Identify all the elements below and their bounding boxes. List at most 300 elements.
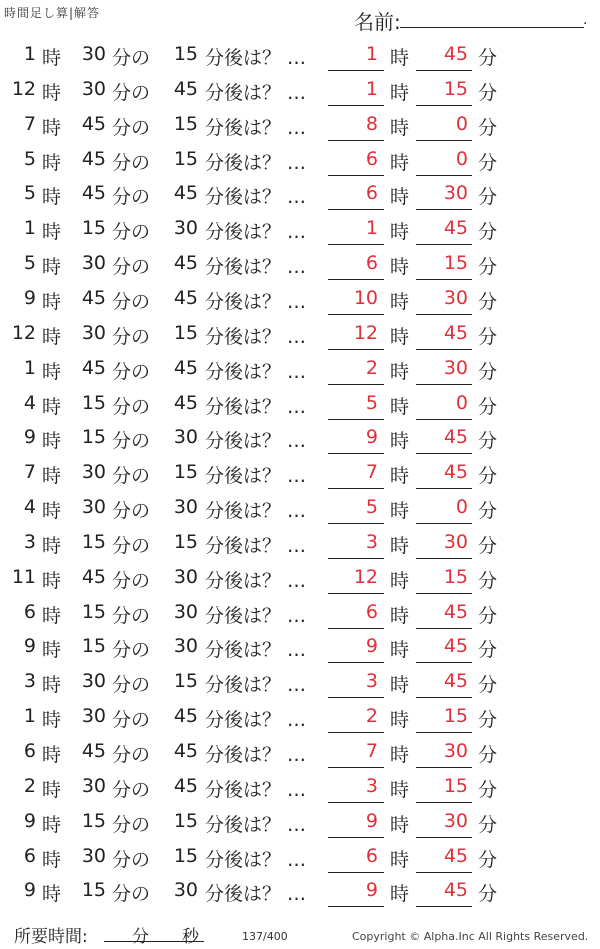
answer-hour: 9: [365, 426, 378, 449]
after-question-label: 分後は？ …: [205, 465, 307, 488]
answer-hour-underline: [328, 453, 384, 454]
problem-row: [0, 770, 600, 805]
hour-label: 時: [42, 674, 62, 697]
answer-hour: 5: [365, 391, 378, 414]
start-minute: 30: [81, 77, 106, 100]
problem-row: [0, 73, 600, 108]
hour-label: 時: [42, 848, 62, 871]
problem-row: [0, 630, 600, 665]
answer-minute-underline: [416, 872, 472, 873]
hour-label: 時: [42, 534, 62, 557]
answer-minute-underline: [416, 802, 472, 803]
problem-row: [0, 596, 600, 631]
answer-hour-underline: [328, 732, 384, 733]
start-hour: 1: [23, 217, 36, 240]
answer-minute: 45: [443, 426, 468, 449]
answer-hour-underline: [328, 140, 384, 141]
added-minutes: 15: [173, 670, 198, 693]
start-minute: 30: [81, 321, 106, 344]
after-question-label: 分後は？ …: [205, 47, 307, 69]
start-minute: 30: [81, 670, 106, 693]
answer-hour-underline: [328, 314, 384, 315]
problem-row: [0, 177, 600, 212]
minute-of-label: 分の: [112, 360, 151, 383]
added-minutes: 45: [173, 356, 198, 379]
answer-minute-label: 分: [478, 186, 498, 209]
answer-hour-label: 時: [390, 81, 410, 104]
after-question-label: 分後は？ …: [205, 813, 307, 836]
answer-hour: 2: [365, 356, 378, 379]
hour-label: 時: [42, 290, 62, 313]
problem-row: [0, 840, 600, 875]
after-question-label: 分後は？ …: [205, 256, 307, 279]
problem-row: [0, 735, 600, 770]
answer-hour-label: 時: [390, 256, 410, 279]
answer-hour-underline: [328, 523, 384, 524]
answer-hour: 9: [365, 879, 378, 902]
answer-minute: 45: [443, 670, 468, 693]
answer-hour-underline: [328, 209, 384, 210]
answer-minute-label: 分: [478, 848, 498, 871]
answer-minute-underline: [416, 349, 472, 350]
start-hour: 9: [23, 635, 36, 658]
start-minute: 15: [81, 809, 106, 832]
added-minutes: 30: [173, 426, 198, 449]
minute-of-label: 分の: [112, 256, 151, 279]
hour-label: 時: [42, 639, 62, 662]
problem-row: [0, 387, 600, 422]
answer-hour: 9: [365, 635, 378, 658]
minute-of-label: 分の: [112, 186, 151, 209]
answer-minute: 15: [443, 252, 468, 275]
answer-hour-underline: [328, 279, 384, 280]
hour-label: 時: [42, 325, 62, 348]
answer-hour: 2: [365, 705, 378, 728]
start-hour: 7: [23, 461, 36, 484]
start-minute: 30: [81, 774, 106, 797]
answer-minute-label: 分: [478, 778, 498, 801]
start-hour: 5: [23, 252, 36, 275]
answer-minute-label: 分: [478, 604, 498, 627]
minute-of-label: 分の: [112, 848, 151, 871]
answer-hour-underline: [328, 593, 384, 594]
answer-minute-underline: [416, 697, 472, 698]
answer-minute-label: 分: [478, 709, 498, 732]
answer-minute-label: 分: [478, 290, 498, 313]
minute-of-label: 分の: [112, 778, 151, 801]
answer-minute: 0: [455, 496, 468, 519]
answer-hour-underline: [328, 906, 384, 907]
answer-minute-underline: [416, 488, 472, 489]
answer-hour-underline: [328, 419, 384, 420]
added-minutes: 30: [173, 217, 198, 240]
answer-hour-label: 時: [390, 221, 410, 244]
hour-label: 時: [42, 116, 62, 139]
added-minutes: 45: [173, 391, 198, 414]
answer-minute: 15: [443, 565, 468, 588]
added-minutes: 30: [173, 565, 198, 588]
answer-hour: 1: [365, 43, 378, 65]
start-hour: 11: [11, 565, 36, 588]
answer-hour-label: 時: [390, 151, 410, 174]
answer-minute: 15: [443, 774, 468, 797]
added-minutes: 45: [173, 774, 198, 797]
problem-row: [0, 282, 600, 317]
minute-of-label: 分の: [112, 534, 151, 557]
after-question-label: 分後は？ …: [205, 290, 307, 313]
after-question-label: 分後は？ …: [205, 709, 307, 732]
name-label: 名前:: [354, 10, 401, 34]
hour-label: 時: [42, 709, 62, 732]
answer-minute: 45: [443, 844, 468, 867]
added-minutes: 45: [173, 740, 198, 762]
answer-minute-underline: [416, 628, 472, 629]
hour-label: 時: [42, 465, 62, 488]
after-question-label: 分後は？ …: [205, 430, 307, 453]
after-question-label: 分後は？ …: [205, 674, 307, 697]
start-hour: 6: [23, 844, 36, 867]
answer-minute-label: 分: [478, 430, 498, 453]
answer-minute: 45: [443, 321, 468, 344]
hour-label: 時: [42, 151, 62, 174]
answer-minute: 0: [455, 391, 468, 414]
problem-row: [0, 421, 600, 456]
answer-minute-underline: [416, 70, 472, 71]
answer-minute-label: 分: [478, 813, 498, 836]
name-end-mark: .: [583, 12, 588, 28]
answer-minute-underline: [416, 593, 472, 594]
answer-minute-underline: [416, 140, 472, 141]
added-minutes: 45: [173, 77, 198, 100]
answer-minute: 15: [443, 77, 468, 100]
problem-row: [0, 247, 600, 282]
name-underline: [400, 27, 584, 28]
answer-hour-underline: [328, 767, 384, 768]
answer-hour: 10: [353, 286, 378, 309]
minute-of-label: 分の: [112, 709, 151, 732]
minute-of-label: 分の: [112, 430, 151, 453]
minute-of-label: 分の: [112, 500, 151, 523]
added-minutes: 30: [173, 496, 198, 519]
answer-hour-label: 時: [390, 360, 410, 383]
added-minutes: 15: [173, 809, 198, 832]
answer-minute-underline: [416, 279, 472, 280]
answer-hour-label: 時: [390, 430, 410, 453]
answer-hour-underline: [328, 384, 384, 385]
start-hour: 1: [23, 356, 36, 379]
start-hour: 3: [23, 670, 36, 693]
time-second-label: 秒: [182, 927, 199, 947]
answer-hour: 1: [365, 77, 378, 100]
after-question-label: 分後は？ …: [205, 639, 307, 662]
problem-row: [0, 38, 600, 73]
answer-minute-label: 分: [478, 256, 498, 279]
start-hour: 5: [23, 182, 36, 205]
answer-minute: 45: [443, 635, 468, 658]
answer-hour-label: 時: [390, 500, 410, 523]
hour-label: 時: [42, 256, 62, 279]
start-minute: 45: [81, 565, 106, 588]
start-minute: 15: [81, 635, 106, 658]
minute-of-label: 分の: [112, 221, 151, 244]
after-question-label: 分後は？ …: [205, 744, 307, 766]
after-question-label: 分後は？ …: [205, 360, 307, 383]
answer-minute-label: 分: [478, 569, 498, 592]
answer-hour: 6: [365, 844, 378, 867]
after-question-label: 分後は？ …: [205, 151, 307, 174]
answer-hour-label: 時: [390, 186, 410, 209]
answer-minute-underline: [416, 209, 472, 210]
added-minutes: 15: [173, 147, 198, 170]
start-hour: 6: [23, 740, 36, 762]
hour-label: 時: [42, 221, 62, 244]
answer-hour: 6: [365, 182, 378, 205]
minute-of-label: 分の: [112, 47, 151, 69]
answer-hour: 6: [365, 252, 378, 275]
answer-hour-underline: [328, 70, 384, 71]
answer-minute: 45: [443, 879, 468, 902]
answer-hour-label: 時: [390, 639, 410, 662]
hour-label: 時: [42, 47, 62, 69]
minute-of-label: 分の: [112, 290, 151, 313]
answer-hour-label: 時: [390, 604, 410, 627]
answer-minute: 45: [443, 217, 468, 240]
answer-hour: 7: [365, 461, 378, 484]
added-minutes: 45: [173, 705, 198, 728]
start-minute: 30: [81, 461, 106, 484]
worksheet-title: 時間足し算|解答: [4, 6, 101, 20]
answer-hour: 3: [365, 670, 378, 693]
added-minutes: 30: [173, 635, 198, 658]
answer-hour-label: 時: [390, 778, 410, 801]
problem-row: [0, 805, 600, 840]
answer-minute-underline: [416, 453, 472, 454]
answer-minute: 15: [443, 705, 468, 728]
answer-hour: 3: [365, 774, 378, 797]
hour-label: 時: [42, 778, 62, 801]
minute-of-label: 分の: [112, 569, 151, 592]
minute-of-label: 分の: [112, 639, 151, 662]
start-hour: 4: [23, 391, 36, 414]
start-minute: 45: [81, 286, 106, 309]
answer-minute-label: 分: [478, 500, 498, 523]
answer-minute-underline: [416, 175, 472, 176]
hour-label: 時: [42, 604, 62, 627]
answer-hour-label: 時: [390, 290, 410, 313]
hour-label: 時: [42, 430, 62, 453]
answer-minute: 30: [443, 530, 468, 553]
hour-label: 時: [42, 395, 62, 418]
after-question-label: 分後は？ …: [205, 848, 307, 871]
after-question-label: 分後は？ …: [205, 81, 307, 104]
start-hour: 3: [23, 530, 36, 553]
minute-of-label: 分の: [112, 883, 151, 906]
added-minutes: 45: [173, 252, 198, 275]
hour-label: 時: [42, 81, 62, 104]
problem-row: [0, 317, 600, 352]
answer-hour: 1: [365, 217, 378, 240]
minute-of-label: 分の: [112, 813, 151, 836]
answer-hour: 12: [353, 321, 378, 344]
minute-of-label: 分の: [112, 674, 151, 697]
answer-minute: 30: [443, 182, 468, 205]
answer-hour: 7: [365, 740, 378, 762]
copyright-notice: Copyright © Alpha.Inc All Rights Reserved.: [352, 930, 589, 943]
after-question-label: 分後は？ …: [205, 325, 307, 348]
problem-row: [0, 665, 600, 700]
added-minutes: 15: [173, 321, 198, 344]
answer-hour-label: 時: [390, 325, 410, 348]
start-hour: 9: [23, 879, 36, 902]
after-question-label: 分後は？ …: [205, 883, 307, 906]
answer-minute: 30: [443, 356, 468, 379]
answer-minute-label: 分: [478, 47, 498, 69]
start-hour: 2: [23, 774, 36, 797]
start-hour: 9: [23, 286, 36, 309]
answer-minute-underline: [416, 244, 472, 245]
start-minute: 30: [81, 252, 106, 275]
added-minutes: 45: [173, 286, 198, 309]
start-minute: 30: [81, 43, 106, 65]
answer-minute-label: 分: [478, 116, 498, 139]
answer-minute-label: 分: [478, 534, 498, 557]
answer-minute-label: 分: [478, 360, 498, 383]
answer-hour-underline: [328, 105, 384, 106]
answer-minute-underline: [416, 837, 472, 838]
added-minutes: 15: [173, 112, 198, 135]
hour-label: 時: [42, 500, 62, 523]
answer-minute-label: 分: [478, 639, 498, 662]
answer-hour-label: 時: [390, 47, 410, 69]
after-question-label: 分後は？ …: [205, 221, 307, 244]
hour-label: 時: [42, 813, 62, 836]
answer-hour: 5: [365, 496, 378, 519]
answer-hour-label: 時: [390, 709, 410, 732]
hour-label: 時: [42, 186, 62, 209]
start-minute: 30: [81, 705, 106, 728]
start-minute: 45: [81, 147, 106, 170]
answer-minute: 0: [455, 147, 468, 170]
answer-minute: 0: [455, 112, 468, 135]
answer-hour: 9: [365, 809, 378, 832]
start-minute: 15: [81, 879, 106, 902]
answer-minute-label: 分: [478, 395, 498, 418]
after-question-label: 分後は？ …: [205, 395, 307, 418]
answer-hour-label: 時: [390, 395, 410, 418]
problem-row: [0, 874, 600, 909]
start-minute: 30: [81, 844, 106, 867]
after-question-label: 分後は？ …: [205, 569, 307, 592]
start-hour: 4: [23, 496, 36, 519]
after-question-label: 分後は？ …: [205, 604, 307, 627]
answer-hour-underline: [328, 349, 384, 350]
minute-of-label: 分の: [112, 81, 151, 104]
hour-label: 時: [42, 744, 62, 766]
answer-hour-underline: [328, 802, 384, 803]
start-hour: 6: [23, 600, 36, 623]
answer-minute: 30: [443, 809, 468, 832]
hour-label: 時: [42, 569, 62, 592]
answer-minute-label: 分: [478, 151, 498, 174]
answer-minute-label: 分: [478, 674, 498, 697]
answer-minute: 30: [443, 286, 468, 309]
start-hour: 12: [11, 321, 36, 344]
page-number: 137/400: [242, 930, 288, 943]
start-minute: 15: [81, 217, 106, 240]
start-hour: 1: [23, 43, 36, 65]
answer-hour: 6: [365, 600, 378, 623]
answer-minute-underline: [416, 419, 472, 420]
answer-hour-label: 時: [390, 744, 410, 766]
answer-hour: 12: [353, 565, 378, 588]
added-minutes: 30: [173, 879, 198, 902]
minute-of-label: 分の: [112, 151, 151, 174]
answer-minute-label: 分: [478, 883, 498, 906]
after-question-label: 分後は？ …: [205, 778, 307, 801]
answer-hour: 6: [365, 147, 378, 170]
problem-row: [0, 212, 600, 247]
answer-hour-label: 時: [390, 674, 410, 697]
answer-hour-label: 時: [390, 569, 410, 592]
minute-of-label: 分の: [112, 116, 151, 139]
answer-minute-underline: [416, 314, 472, 315]
start-minute: 45: [81, 740, 106, 762]
answer-minute-underline: [416, 732, 472, 733]
answer-minute-underline: [416, 767, 472, 768]
problem-row: [0, 491, 600, 526]
problem-row: [0, 352, 600, 387]
time-minute-label: 分: [132, 927, 149, 947]
hour-label: 時: [42, 883, 62, 906]
answer-minute-underline: [416, 105, 472, 106]
answer-hour-label: 時: [390, 813, 410, 836]
start-hour: 9: [23, 809, 36, 832]
problem-row: [0, 700, 600, 735]
added-minutes: 30: [173, 600, 198, 623]
answer-minute-label: 分: [478, 221, 498, 244]
start-hour: 1: [23, 705, 36, 728]
start-minute: 45: [81, 356, 106, 379]
time-required-label: 所要時間:: [14, 927, 88, 947]
answer-hour: 8: [365, 112, 378, 135]
answer-hour: 3: [365, 530, 378, 553]
answer-hour-label: 時: [390, 534, 410, 557]
after-question-label: 分後は？ …: [205, 116, 307, 139]
problem-row: [0, 561, 600, 596]
answer-hour-underline: [328, 488, 384, 489]
answer-minute: 30: [443, 740, 468, 762]
after-question-label: 分後は？ …: [205, 500, 307, 523]
start-minute: 15: [81, 426, 106, 449]
answer-minute-label: 分: [478, 81, 498, 104]
answer-hour-label: 時: [390, 116, 410, 139]
added-minutes: 45: [173, 182, 198, 205]
answer-hour-underline: [328, 558, 384, 559]
answer-hour-underline: [328, 662, 384, 663]
answer-hour-underline: [328, 837, 384, 838]
answer-hour-underline: [328, 628, 384, 629]
answer-hour-label: 時: [390, 465, 410, 488]
answer-minute-underline: [416, 384, 472, 385]
problem-row: [0, 456, 600, 491]
answer-hour-underline: [328, 244, 384, 245]
added-minutes: 15: [173, 530, 198, 553]
answer-minute-label: 分: [478, 465, 498, 488]
added-minutes: 15: [173, 43, 198, 65]
start-minute: 30: [81, 496, 106, 519]
after-question-label: 分後は？ …: [205, 534, 307, 557]
answer-minute-underline: [416, 523, 472, 524]
